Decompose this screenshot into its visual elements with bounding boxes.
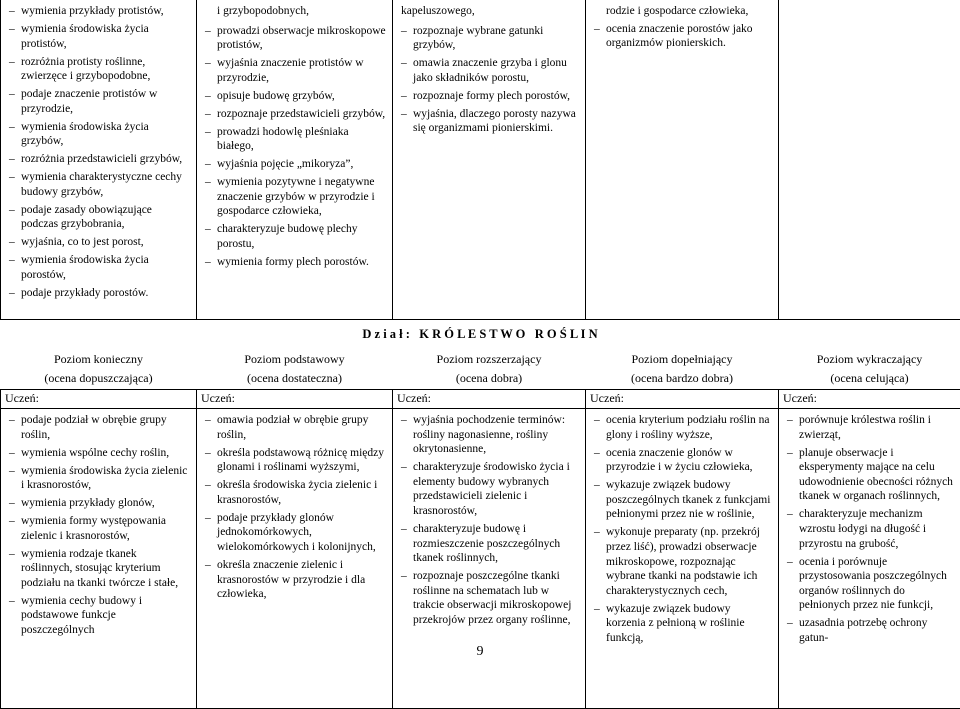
criterion-item: – wymienia środowiska życia porostów,	[4, 253, 190, 282]
top-intro-2: i grzybopodobnych,	[200, 4, 386, 19]
criterion-item: – planuje obserwacje i eksperymenty mające na celu udowodnienie obecności różnych tkanek w organach roślinnych,	[782, 446, 954, 504]
level-header-1: Poziom konieczny (ocena dopuszczająca)	[1, 348, 197, 390]
criterion-item: – wyjaśnia pochodzenie terminów: rośliny nagonasienne, rośliny okrytonasienne,	[396, 413, 579, 457]
student-label-2: Uczeń:	[197, 390, 393, 409]
bottom-list-2	[200, 413, 386, 602]
top-cell-5	[779, 0, 960, 320]
student-label-1: Uczeń:	[1, 390, 197, 409]
top-intro-4: rodzie i gospodarce człowieka,	[589, 4, 772, 19]
criterion-item: – wymienia formy plech porostów.	[200, 255, 386, 270]
criterion-item: – wykonuje preparaty (np. przekrój przez liść), prowadzi obserwacje mikroskopowe, rozpoznając wybrane tkanki na podstawie ich charakterystycznych cech,	[589, 525, 772, 598]
criterion-item: – wymienia przykłady protistów,	[4, 4, 190, 19]
bottom-cell-5	[779, 409, 960, 709]
criterion-item: – ocenia i porównuje przystosowania poszczególnych organów roślinnych do pełnionych przez nie funkcji,	[782, 555, 954, 613]
criterion-item: – omawia znaczenie grzyba i glonu jako składników porostu,	[396, 56, 579, 85]
criterion-item: – podaje zasady obowiązujące podczas grzybobrania,	[4, 203, 190, 232]
criterion-item: – prowadzi obserwacje mikroskopowe protistów,	[200, 24, 386, 53]
criterion-item: – wymienia wspólne cechy roślin,	[4, 446, 190, 461]
criterion-item: – rozpoznaje wybrane gatunki grzybów,	[396, 24, 579, 53]
criterion-item: – podaje przykłady glonów jednokomórkowych, wielokomórkowych i kolonijnych,	[200, 511, 386, 555]
criterion-item: – ocenia znaczenie porostów jako organizmów pionierskich.	[589, 22, 772, 51]
criterion-item: – wymienia formy występowania zielenic i krasnorostów,	[4, 514, 190, 543]
criterion-item: – ocenia kryterium podziału roślin na glony i rośliny wyższe,	[589, 413, 772, 442]
top-list-4	[589, 22, 772, 51]
student-label-4: Uczeń:	[586, 390, 779, 409]
criterion-item: – podaje przykłady porostów.	[4, 286, 190, 301]
criterion-item: – porównuje królestwa roślin i zwierząt,	[782, 413, 954, 442]
top-cell-4	[586, 0, 779, 320]
criterion-item: – charakteryzuje środowisko życia i elementy budowy wybranych przedstawicieli zielenic i krasnorostów,	[396, 460, 579, 518]
criterion-item: – podaje znaczenie protistów w przyrodzie,	[4, 87, 190, 116]
criterion-item: – wyjaśnia, dlaczego porosty nazywa się organizmami pionierskimi.	[396, 107, 579, 136]
criterion-item: – rozpoznaje przedstawicieli grzybów,	[200, 107, 386, 122]
criterion-item: – wymienia przykłady glonów,	[4, 496, 190, 511]
bottom-list-1	[4, 413, 190, 638]
criterion-item: – uzasadnia potrzebę ochrony gatun-	[782, 616, 954, 645]
criterion-item: – wykazuje związek budowy korzenia z pełnioną w roślinie funkcją,	[589, 602, 772, 646]
bottom-cell-2	[197, 409, 393, 709]
criterion-item: – charakteryzuje budowę i rozmieszczenie poszczególnych tkanek roślinnych,	[396, 522, 579, 566]
top-list-3	[396, 24, 579, 136]
top-list-1	[4, 4, 190, 301]
criterion-item: – rozróżnia przedstawicieli grzybów,	[4, 152, 190, 167]
level-header-2: Poziom podstawowy (ocena dostateczna)	[197, 348, 393, 390]
criterion-item: – wymienia cechy budowy i podstawowe funkcje poszczególnych	[4, 594, 190, 638]
top-cell-2	[197, 0, 393, 320]
criterion-item: – określa środowiska życia zielenic i krasnorostów,	[200, 478, 386, 507]
criterion-item: – wyjaśnia, co to jest porost,	[4, 235, 190, 250]
criterion-item: – wymienia środowiska życia protistów,	[4, 22, 190, 51]
criterion-item: – wymienia charakterystyczne cechy budowy grzybów,	[4, 170, 190, 199]
criterion-item: – ocenia znaczenie glonów w przyrodzie i w życiu człowieka,	[589, 446, 772, 475]
criterion-item: – rozróżnia protisty roślinne, zwierzęce i grzybopodobne,	[4, 55, 190, 84]
criterion-item: – rozpoznaje formy plech porostów,	[396, 89, 579, 104]
criterion-item: – omawia podział w obrębie grupy roślin,	[200, 413, 386, 442]
top-list-2	[200, 24, 386, 270]
bottom-list-5	[782, 413, 954, 645]
criterion-item: – wymienia środowiska życia zielenic i krasnorostów,	[4, 464, 190, 493]
top-intro-3: kapeluszowego,	[396, 4, 579, 19]
page-number: 9	[0, 644, 960, 660]
level-header-3: Poziom rozszerzający (ocena dobra)	[393, 348, 586, 390]
criterion-item: – wyjaśnia pojęcie „mikoryza”,	[200, 157, 386, 172]
section-title: D z i a ł : K R Ó L E S T W O R O Ś L I N	[0, 327, 960, 342]
bottom-list-4	[589, 413, 772, 645]
bottom-cell-3	[393, 409, 586, 709]
criterion-item: – wykazuje związek budowy poszczególnych tkanek z funkcjami pełnionymi przez nie w roślinie,	[589, 478, 772, 522]
student-label-3: Uczeń:	[393, 390, 586, 409]
criterion-item: – wyjaśnia znaczenie protistów w przyrodzie,	[200, 56, 386, 85]
criterion-item: – określa podstawową różnicę między glonami i roślinami wyższymi,	[200, 446, 386, 475]
level-header-5: Poziom wykraczający (ocena celująca)	[779, 348, 960, 390]
criterion-item: – wymienia pozytywne i negatywne znaczenie grzybów w przyrodzie i gospodarce człowieka,	[200, 175, 386, 219]
level-header-row	[1, 348, 960, 390]
top-criteria-table	[0, 0, 960, 320]
criterion-item: – podaje podział w obrębie grupy roślin,	[4, 413, 190, 442]
student-label-row	[1, 390, 960, 409]
top-cell-3	[393, 0, 586, 320]
criterion-item: – prowadzi hodowlę pleśniaka białego,	[200, 125, 386, 154]
bottom-cell-1	[1, 409, 197, 709]
criterion-item: – charakteryzuje mechanizm wzrostu łodygi na długość i przyrostu na grubość,	[782, 507, 954, 551]
top-cell-1	[1, 0, 197, 320]
criterion-item: – określa znaczenie zielenic i krasnorostów w przyrodzie i dla człowieka,	[200, 558, 386, 602]
criterion-item: – wymienia rodzaje tkanek roślinnych, stosując kryterium podziału na tkanki twórcze i stałe,	[4, 547, 190, 591]
criterion-item: – opisuje budowę grzybów,	[200, 89, 386, 104]
bottom-cell-4	[586, 409, 779, 709]
bottom-list-3	[396, 413, 579, 627]
criterion-item: – rozpoznaje poszczególne tkanki roślinne na schematach lub w trakcie obserwacji mikroskopowej przekrojów przez organy roślinne,	[396, 569, 579, 627]
criterion-item: – wymienia środowiska życia grzybów,	[4, 120, 190, 149]
level-header-4: Poziom dopełniający (ocena bardzo dobra)	[586, 348, 779, 390]
criterion-item: – charakteryzuje budowę plechy porostu,	[200, 222, 386, 251]
student-label-5: Uczeń:	[779, 390, 960, 409]
